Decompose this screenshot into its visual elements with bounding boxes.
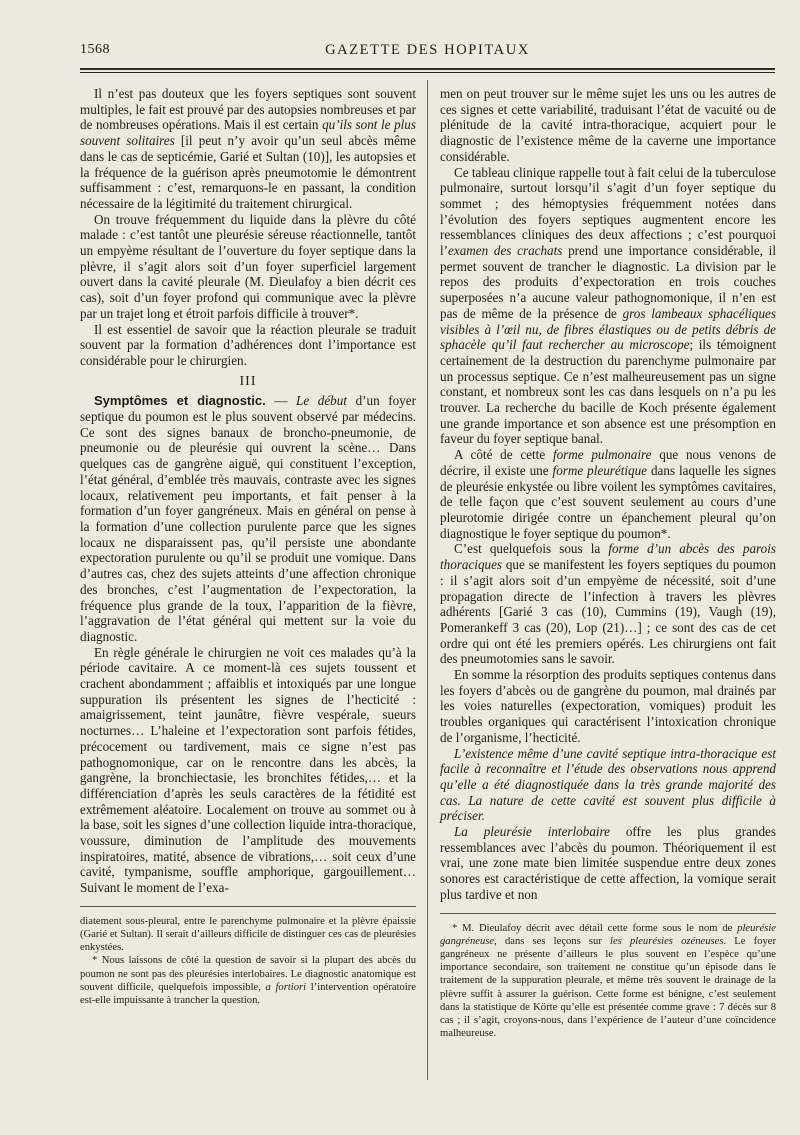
paragraph: La pleurésie interlobaire offre les plus grandes ressemblances avec l’abcès du poumon. Théoriquement il est vrai, une zone mate bien limitée suspendue entre deux zones sonores est caractéristique de cette affection, la vomique serait plus tardive et non: [440, 824, 776, 902]
paragraph: Ce tableau clinique rappelle tout à fait celui de la tuberculose pulmonaire, surtout lorsqu’il s’agit d’un foyer septique du sommet ; des hémoptysies fréquemment notées dans l’évolution des foyers septiques augmentent encore les ressemblances cliniques des deux affections ; c’est pourquoi l’examen des crachats prend une importance considérable, il permet souvent de trancher le diagnostic. La division par le repos des produits d’expectoration en trois couches superposées n’a aucune valeur pathognomonique, il n’en est pas de même de la présence de gros lambeaux sphacéliques visibles à l’œil nu, de fibres élastiques ou de petits débris de sphacèle qu’il faut rechercher au microscope; ils témoignent certainement de la destruction du parenchyme pulmonaire par un processus septique. Ce n’est malheureusement pas un signe constant, et nombreux sont les cas dans lesquels on n’a pu les trouver. La recherche du bacille de Koch présente également une grande importance et son absence est une présomption en faveur du foyer septique banal.: [440, 164, 776, 447]
paragraph: A côté de cette forme pulmonaire que nous venons de décrire, il existe une forme pleurétique dans laquelle les signes de pleurésie enkystée ou libre voilent les symptômes cavitaires, de telle façon que c’est souvent seulement au cours d’une pleurotomie dirigée contre un épanchement pleural qu’on diagnostique le foyer septique du poumon*.: [440, 447, 776, 541]
section-heading: Symptômes et diagnostic.: [94, 393, 266, 409]
footnote: * M. Dieulafoy décrit avec détail cette forme sous le nom de pleurésie gangréneuse, dans ses leçons sur les pleurésies ozéneuses. Le foyer gangréneux ne présente d’ailleurs le plus souvent en l’espèce qu’une importance secondaire, son traitement ne constitue qu’un épisode dans le traitement de la suppuration pleurale, et même très souvent le drainage de la plèvre suffit à assurer la guérison. Cette forme est bénigne, c’est seulement dans la statistique de Körte qu’elle est présentée comme grave : 7 décès sur 8 cas ; il s’agit, croyons-nous, dans l’expérience de l’auteur d’une coïncidence malheureuse.: [440, 922, 777, 1040]
footnote: diatement sous-pleural, entre le parenchyme pulmonaire et la plèvre épaissie (Garié et Sultan). Il serait d’ailleurs difficile de distinguer ces cas de pleurésies enkystées.: [80, 915, 416, 954]
section-number: III: [239, 373, 257, 389]
paragraph: Il est essentiel de savoir que la réaction pleurale se traduit souvent par la formation d’adhérences dont l’importance est considérable pour le chirurgien.: [80, 321, 416, 368]
footnote-block: [80, 915, 416, 1007]
paragraph: Symptômes et diagnostic. — Le début d’un foyer septique du poumon est le plus souvent observé par médecins. Ce sont des signes banaux de broncho-pneumonie, de pneumonie ou de pleurésie qui ouvrent la scène… Dans quelques cas de gangrène aiguë, qui constituent l’exception, l’état général, d’emblée très mauvais, contraste avec les signes locaux, relativement peu importants, et fait penser à la formation d’un foyer gangréneux. Mais en général on pense à la formation d’une collection purulente parce que les signes locaux ne disparaissent pas, qu’il persiste une abondante expectoration purulente ou qu’il se produit une vomique. Dans d’autres cas, chez des sujets atteints d’une affection chronique des bronches, c’est l’augmentation de l’expectoration, la fréquence plus grande de la toux, l’apparition de la fièvre, l’aggravation de l’état général qui mettent sur la voie du diagnostic.: [80, 393, 416, 644]
paragraph: En somme la résorption des produits septiques contenus dans les foyers d’abcès ou de gangrène du poumon, mal drainés par les voies naturelles (expectoration, vomiques) produit les troubles organiques qui caractérisent l’intoxication chronique de l’organisme, l’hecticité.: [440, 667, 776, 745]
paragraph: L’existence même d’une cavité septique intra-thoracique est facile à reconnaître et l’étude des observations nous apprend qu’elle a été diagnostiquée dans la très grande majorité des cas. La nature de cette cavité est souvent plus difficile à préciser.: [440, 745, 776, 824]
footnote: * Nous laissons de côté la question de savoir si la plupart des abcès du poumon ne sont pas des pleurésies interlobaires. Le diagnostic anatomique est souvent difficile, quelquefois impossible, a fortiori l’intervention opératoire est-elle impuissante à trancher la question.: [80, 955, 416, 1007]
footnote-rule: [80, 906, 416, 907]
paragraph: En règle générale le chirurgien ne voit ces malades qu’à la période cavitaire. A ce moment-là ces sujets toussent et crachent abondamment ; affaiblis et intoxiqués par une longue suppuration ils présentent les signes de l’hecticité : amaigrissement, teint jaunâtre, fièvre vespérale, sueurs nocturnes… L’haleine et l’expectoration sont parfois fétides, précocement ou tardivement, mais ce signe n’est pas pathognomonique, car on le rencontre dans les abcès, la gangrène, la bronchiectasie, les bronchites fétides,… et la différenciation d’après les seuls caractères de la fétidité est extrêmement aléatoire. Localement on trouve au sommet ou à la base, soit les signes d’une collection liquide intra-thoracique, voussure, diminution de l’amplitude des mouvements inspiratoires, matité, absence de vibrations,… soit ceux d’une cavité, tympanisme, souffle amphorique, gargouillement… Suivant le moment de l’exa-: [80, 644, 416, 896]
page-number: 1568: [80, 42, 110, 57]
journal-title: GAZETTE DES HOPITAUX: [325, 42, 530, 58]
left-column: [80, 86, 416, 1007]
column-divider: [427, 80, 428, 1080]
paragraph: C’est quelquefois sous la forme d’un abcès des parois thoraciques que se manifestent les foyers septiques du poumon : il s’agit alors soit d’un empyème de nécessité, soit d’une propagation directe de l’infection à travers les plèvres adhérents [Garié 3 cas (10), Cummins (19), Vaugh (19), Pomerankeff 3 cas (20), Lop (21)…] ; ce sont des cas de cet ordre qui ont été les premiers opérés. Les chirurgiens ont fait des pneumotomies sans le savoir.: [440, 541, 776, 667]
footnote-rule: [440, 913, 776, 914]
footnote-block: [440, 922, 776, 1041]
page-header: [80, 42, 775, 64]
header-rule-thick: [80, 68, 775, 70]
paragraph: On trouve fréquemment du liquide dans la plèvre du côté malade : c’est tantôt une pleurésie séreuse réactionnelle, tantôt un empyème résultant de l’ouverture du foyer septique dans la plèvre, il s’agit alors soit d’un foyer superficiel largement ouvert dans la cavité pleurale (M. Dieulafoy a bien décrit ces cas), soit d’un foyer profond qui communique avec la plèvre par un trajet long et étroit parfois difficile à trouver*.: [80, 211, 416, 321]
paragraph: Il n’est pas douteux que les foyers septiques sont souvent multiples, le fait est prouvé par des autopsies nombreuses et par de nombreuses opérations. Mais il est certain qu’ils sont le plus souvent solitaires [il peut n’y avoir qu’un seul abcès même dans le cas de septicémie, Garié et Sultan (10)], les autopsies et la fréquence de la guérison après pneumotomie le démontrent suffisamment : c’est, remarquons-le en passant, la condition nécessaire de la légitimité du traitement chirurgical.: [80, 86, 416, 211]
header-rule-thin: [80, 72, 775, 73]
paragraph: men on peut trouver sur le même sujet les uns ou les autres de ces signes et cette variabilité, traduisant l’état de vacuité ou de plénitude de la cavité intra-thoracique, acquiert pour le diagnostic de l’existence même de la caverne une importance considérable.: [440, 86, 776, 164]
right-column: [440, 86, 776, 1040]
